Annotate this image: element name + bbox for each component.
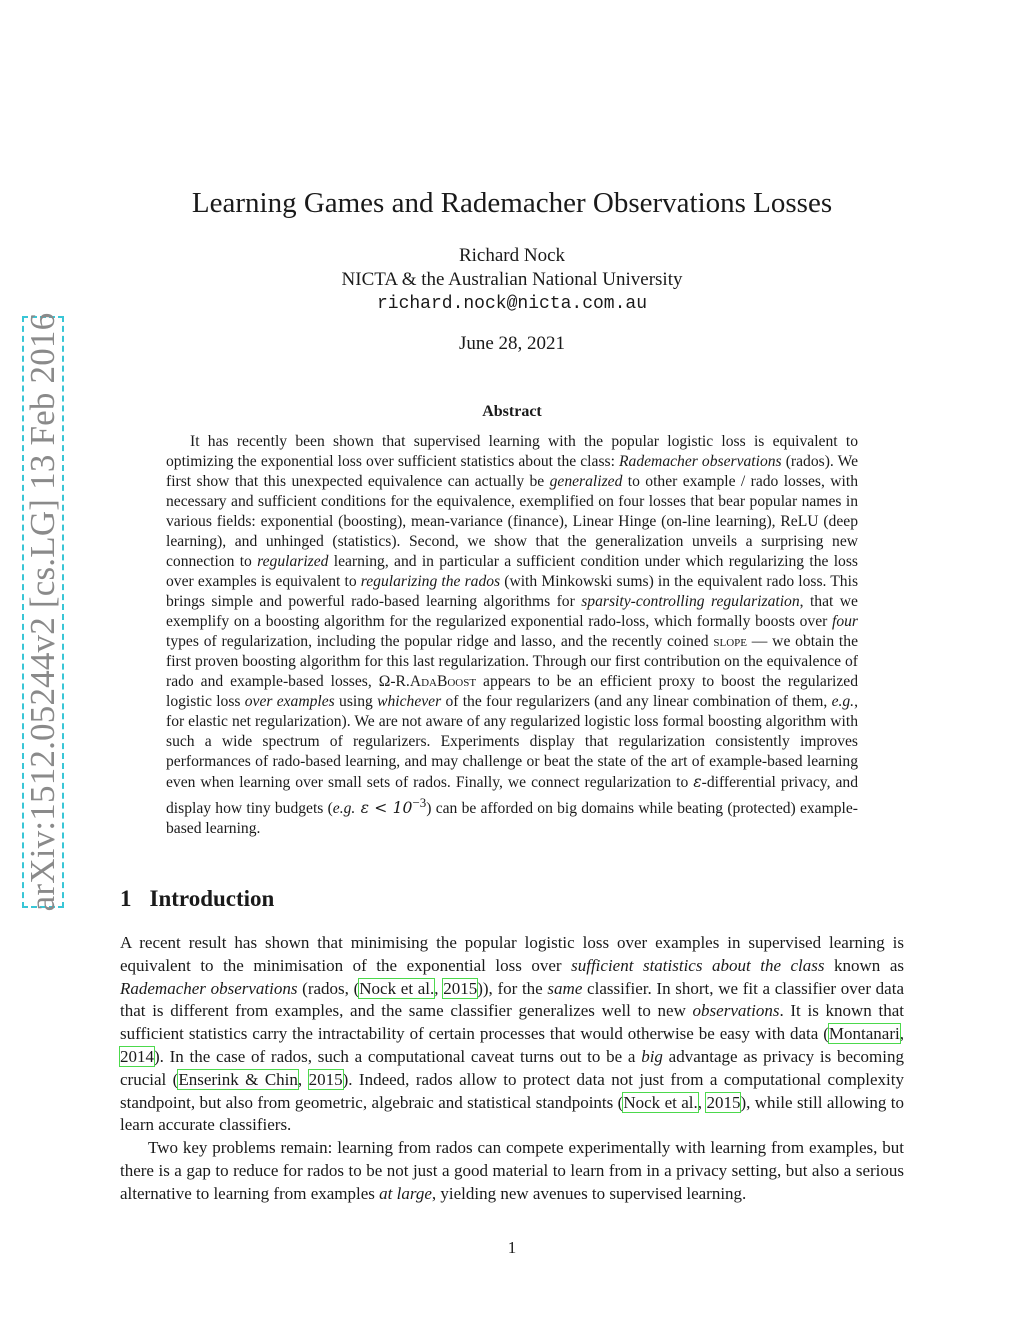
abstract-emphasis: regularizing the rados xyxy=(360,573,501,590)
abstract-emphasis: generalized xyxy=(549,473,623,490)
abstract-heading: Abstract xyxy=(482,403,542,420)
body-text: (rados, ( xyxy=(297,978,360,998)
body-emphasis: at large xyxy=(379,1183,432,1203)
body-text: known as xyxy=(824,955,904,975)
abstract-text: using xyxy=(334,693,378,710)
abstract-text: It has recently been shown that supervised learning with the popular logistic loss is equivalent to optimizing the exponential loss over sufficient statistics about the class: xyxy=(166,433,858,470)
paper-title: Learning Games and Rademacher Observations Losses xyxy=(191,187,833,219)
abstract-text: (rados). We first show that this unexpected equivalence can actually be xyxy=(166,453,858,490)
abstract-text: , that we exemplify on a boosting algorithm for the regularized exponential rado-loss, which formally boosts over xyxy=(166,593,858,630)
citation-year-link[interactable]: 2015 xyxy=(443,978,478,998)
citation-link-nock[interactable]: Nock et al. xyxy=(623,1092,698,1112)
author-affiliation: NICTA & the Australian National University xyxy=(341,269,683,290)
body-text: , yielding new avenues to supervised learning. xyxy=(431,1183,747,1203)
page-number: 1 xyxy=(507,1238,517,1257)
abstract-text: to other example / rado losses, with necessary and sufficient conditions for the equivalence, exemplified on four losses that bear popular names in various fields: exponential (boosting), mean-variance (finance), Linear Hinge (on-line learning), ReLU (deep learning), and unhinged (statistics). Second, we show that the generalization unveils a surprising new connection to xyxy=(166,473,858,570)
citation-link-enserink[interactable]: Enserink & Chin xyxy=(178,1069,298,1089)
body-text: classifier. In short, we fit a classifier over data that is different from examples, and the same classifier generalizes well to new xyxy=(120,978,904,1021)
abstract-text: , for elastic net regularization). We are not aware of any regularized logistic loss formal boosting algorithm with such a wide spectrum of regularizers. Experiments display that regularization consistently improves performances of rado-based learning, and may challenge or beat the state of the art of example-based learning even when learning over small sets of rados. Finally, we connect regularization to xyxy=(166,693,858,791)
math-inequality: ε < 10 xyxy=(355,799,413,818)
body-text: ), while still allowing to learn accurate classifiers. xyxy=(120,1092,904,1135)
body-text: )), for the xyxy=(477,978,548,998)
author-email: richard.nock@nicta.com.au xyxy=(376,294,648,314)
body-emphasis: sufficient statistics about the class xyxy=(571,955,825,975)
introduction-body xyxy=(120,932,904,1206)
body-text: ). In the case of rados, such a computational caveat turns out to be a xyxy=(154,1046,642,1066)
abstract-emphasis: four xyxy=(832,613,858,630)
citation-year-link[interactable]: 2015 xyxy=(706,1092,741,1112)
abstract-text: — we obtain the first proven boosting algorithm for this last regularization. Through our first contribution on the equivalence of rado and example-based losses, Ω- xyxy=(166,633,858,690)
arxiv-side-stamp xyxy=(22,312,64,912)
abstract-text: (with Minkowski sums) in the equivalent rado loss. This brings simple and powerful rado-based learning algorithms for xyxy=(166,573,859,610)
abstract-emphasis: whichever xyxy=(377,693,442,710)
math-exponent: −3 xyxy=(412,795,427,810)
citation-year-link[interactable]: 2014 xyxy=(120,1046,154,1066)
intro-paragraph-1 xyxy=(120,932,904,1137)
body-emphasis: big xyxy=(641,1046,663,1066)
abstract-emphasis: sparsity-controlling regularization xyxy=(581,593,800,610)
body-text: ). Indeed, rados allow to protect data not just from a computational complexity standpoint, but also from geometric, algebraic and statistical standpoints ( xyxy=(120,1069,905,1112)
abstract-body xyxy=(166,432,858,839)
abstract-emphasis: Rademacher observations xyxy=(619,453,782,470)
radaboost-smallcaps: R.AdaBoost xyxy=(395,673,477,690)
body-text: , xyxy=(297,1069,309,1089)
abstract-emphasis: regularized xyxy=(257,553,329,570)
abstract-text: -differential privacy, and display how tiny budgets ( xyxy=(166,774,858,818)
body-emphasis: Rademacher observations xyxy=(120,978,298,998)
abstract-emphasis: e.g. xyxy=(831,693,855,710)
section-heading-introduction xyxy=(120,884,904,914)
body-emphasis: same xyxy=(547,978,583,998)
section-number: 1 xyxy=(120,886,132,911)
body-text: , xyxy=(434,978,444,998)
intro-paragraph-2 xyxy=(120,1137,904,1205)
section-title: Introduction xyxy=(149,886,275,911)
abstract-text: appears to be an efficient proxy to boost the regularized logistic loss xyxy=(166,673,858,710)
epsilon-symbol: ε xyxy=(693,773,702,791)
body-emphasis: observations xyxy=(692,1001,780,1021)
citation-link-montanari[interactable]: Montanari xyxy=(828,1024,900,1044)
abstract-text: of the four regularizers (and any linear combination of them, xyxy=(441,693,832,710)
body-text: , xyxy=(697,1092,707,1112)
arxiv-identifier: arXiv:1512.05244v2 [cs.LG] 13 Feb 2016 xyxy=(23,312,62,912)
body-text: , xyxy=(899,1024,904,1044)
citation-link-nock[interactable]: Nock et al. xyxy=(359,978,435,998)
body-text: . It is known that sufficient statistics carry the intractability of certain processes that would otherwise be easy with data ( xyxy=(120,1001,904,1044)
body-text: advantage as privacy is becoming crucial ( xyxy=(120,1046,904,1089)
abstract-emphasis: over examples xyxy=(244,693,335,710)
author-block xyxy=(120,244,904,316)
citation-year-link[interactable]: 2015 xyxy=(308,1069,343,1089)
abstract-emphasis: e.g. xyxy=(332,800,356,818)
abstract-text: learning, and in particular a sufficient condition under which regularizing the loss over examples is equivalent to xyxy=(166,553,858,590)
body-text: Two key problems remain: learning from rados can compete experimentally with learning from examples, but there is a gap to reduce for rados to be not just a good material to learn from in a privacy setting, but also a serious alternative to learning from examples xyxy=(120,1138,904,1203)
author-name: Richard Nock xyxy=(458,245,566,266)
abstract-text: types of regularization, including the popular ridge and lasso, and the recently coined xyxy=(166,633,714,650)
body-text: A recent result has shown that minimising the popular logistic loss over examples in supervised learning is equivalent to the minimisation of the exponential loss over xyxy=(120,933,904,975)
abstract-text: ) can be afforded on big domains while beating (protected) example-based learning. xyxy=(166,800,858,838)
slope-smallcaps: slope xyxy=(713,633,747,650)
paper-date: June 28, 2021 xyxy=(458,333,566,354)
